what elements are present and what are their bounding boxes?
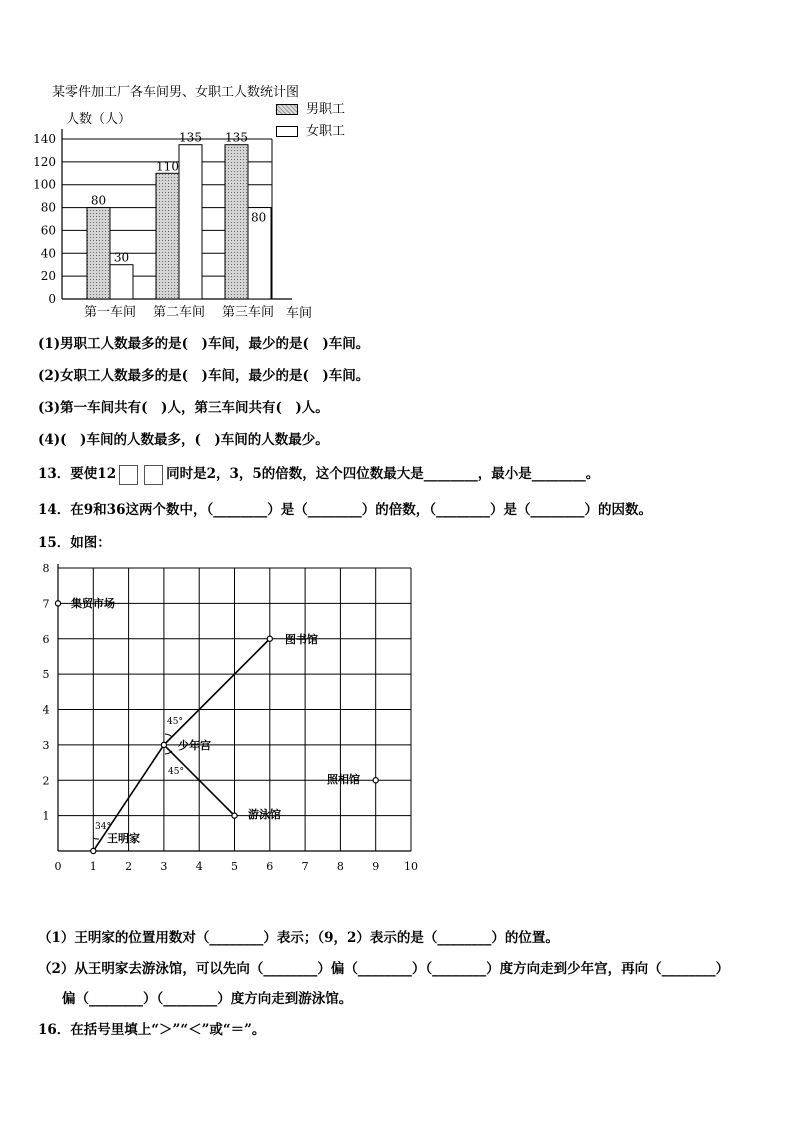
legend-female-label: 女职工 xyxy=(306,124,346,139)
grid-xtick-3: 3 xyxy=(160,860,168,873)
grid-xtick-5: 5 xyxy=(231,860,238,873)
grid-ytick-1: 1 xyxy=(42,809,50,823)
ytick-label-140: 140 xyxy=(33,132,56,146)
angle-34: 34° xyxy=(95,822,111,832)
grid-xtick-8: 8 xyxy=(336,860,344,873)
q15-sub-3: 偏（________）（________）度方向走到游泳馆。 xyxy=(62,991,353,1007)
label-market: 集贸市场 xyxy=(71,597,115,610)
bar-chart-ylabel: 人数（人） xyxy=(66,112,132,127)
grid-ytick-7: 7 xyxy=(42,597,50,611)
ytick-label-120: 120 xyxy=(33,154,56,169)
ytick-label-20: 20 xyxy=(40,269,56,284)
data-label-male-1: 80 xyxy=(90,193,107,208)
grid-xtick-4: 4 xyxy=(195,860,203,873)
grid-xtick-10: 10 xyxy=(404,860,418,873)
q12-line-1: (1)男职工人数最多的是( )车间，最少的是( )车间。 xyxy=(38,336,370,352)
grid-xtick-0: 0 xyxy=(54,860,62,873)
bar-chart-xlabel: 车间 xyxy=(286,306,313,321)
grid-ytick-8: 8 xyxy=(42,562,50,575)
label-youth-palace: 少年宫 xyxy=(178,739,211,752)
arc-45-top xyxy=(165,734,172,737)
arc-45-bottom xyxy=(165,751,172,754)
q13-pre: 要使12 xyxy=(70,466,117,482)
category-label-3: 第三车间 xyxy=(221,305,275,320)
label-photo-studio: 照相馆 xyxy=(327,773,360,786)
arc-34 xyxy=(93,838,99,839)
point-home xyxy=(91,848,96,853)
q16: 16．在括号里填上“＞”“＜”或“＝”。 xyxy=(38,1022,266,1038)
point-photo-studio xyxy=(373,778,378,783)
ytick-label-0: 0 xyxy=(48,292,56,306)
point-library xyxy=(267,636,272,641)
angle-45-bottom: 45° xyxy=(168,767,184,777)
point-youth-palace xyxy=(161,742,166,747)
label-library: 图书馆 xyxy=(285,633,318,646)
grid-xtick-6: 6 xyxy=(266,860,274,873)
data-label-female-1: 30 xyxy=(113,250,130,265)
grid-ytick-2: 2 xyxy=(42,774,50,788)
q12-line-3: (3)第一车间共有( )人，第三车间共有( )人。 xyxy=(38,400,329,416)
grid-ytick-3: 3 xyxy=(42,738,50,752)
angle-45-top: 45° xyxy=(167,717,183,727)
q14: 14．在9和36这两个数中，（________）是（________）的倍数，（________）是（________）的因数。 xyxy=(38,502,652,518)
path-youth-to-library xyxy=(164,639,270,745)
q15-title: 15．如图： xyxy=(38,535,111,551)
grid-xtick-9: 9 xyxy=(372,860,380,873)
bar-chart-title: 某零件加工厂各车间男、女职工人数统计图 xyxy=(52,85,300,100)
grid-xtick-7: 7 xyxy=(301,860,309,873)
ytick-label-100: 100 xyxy=(33,177,56,192)
point-pool xyxy=(232,813,237,818)
coordinate-grid xyxy=(0,0,440,890)
q13-post: 同时是2，3，5的倍数，这个四位数最大是________，最小是________。 xyxy=(166,466,600,482)
category-label-1: 第一车间 xyxy=(83,305,137,320)
grid-xtick-1: 1 xyxy=(89,860,97,873)
q15-sub-2: （2）从王明家去游泳馆，可以先向（________）偏（________）（________）度方向走到少年宫，再向（________） xyxy=(38,961,730,977)
ytick-label-60: 60 xyxy=(40,223,56,238)
grid-ytick-4: 4 xyxy=(42,703,50,717)
ytick-label-40: 40 xyxy=(40,246,56,261)
ytick-label-80: 80 xyxy=(40,200,56,215)
q15-sub-1: （1）王明家的位置用数对（________）表示；（9，2）表示的是（________）的位置。 xyxy=(38,930,559,946)
q12-line-4: (4)( )车间的人数最多，( )车间的人数最少。 xyxy=(38,432,329,448)
data-label-male-2: 110 xyxy=(156,159,179,174)
grid-ytick-5: 5 xyxy=(42,668,50,682)
legend-male-label: 男职工 xyxy=(306,102,346,117)
grid-xtick-2: 2 xyxy=(125,860,133,873)
grid-ytick-6: 6 xyxy=(42,632,50,646)
data-label-female-2: 135 xyxy=(179,130,202,145)
q13-number: 13． xyxy=(38,466,71,482)
point-market xyxy=(55,601,60,606)
q12-line-2: (2)女职工人数最多的是( )车间，最少的是( )车间。 xyxy=(38,368,370,384)
data-label-female-3: 80 xyxy=(251,210,267,225)
category-label-2: 第二车间 xyxy=(152,305,206,320)
data-label-male-3: 135 xyxy=(225,130,248,145)
label-home: 王明家 xyxy=(107,832,140,845)
label-pool: 游泳馆 xyxy=(248,808,281,821)
